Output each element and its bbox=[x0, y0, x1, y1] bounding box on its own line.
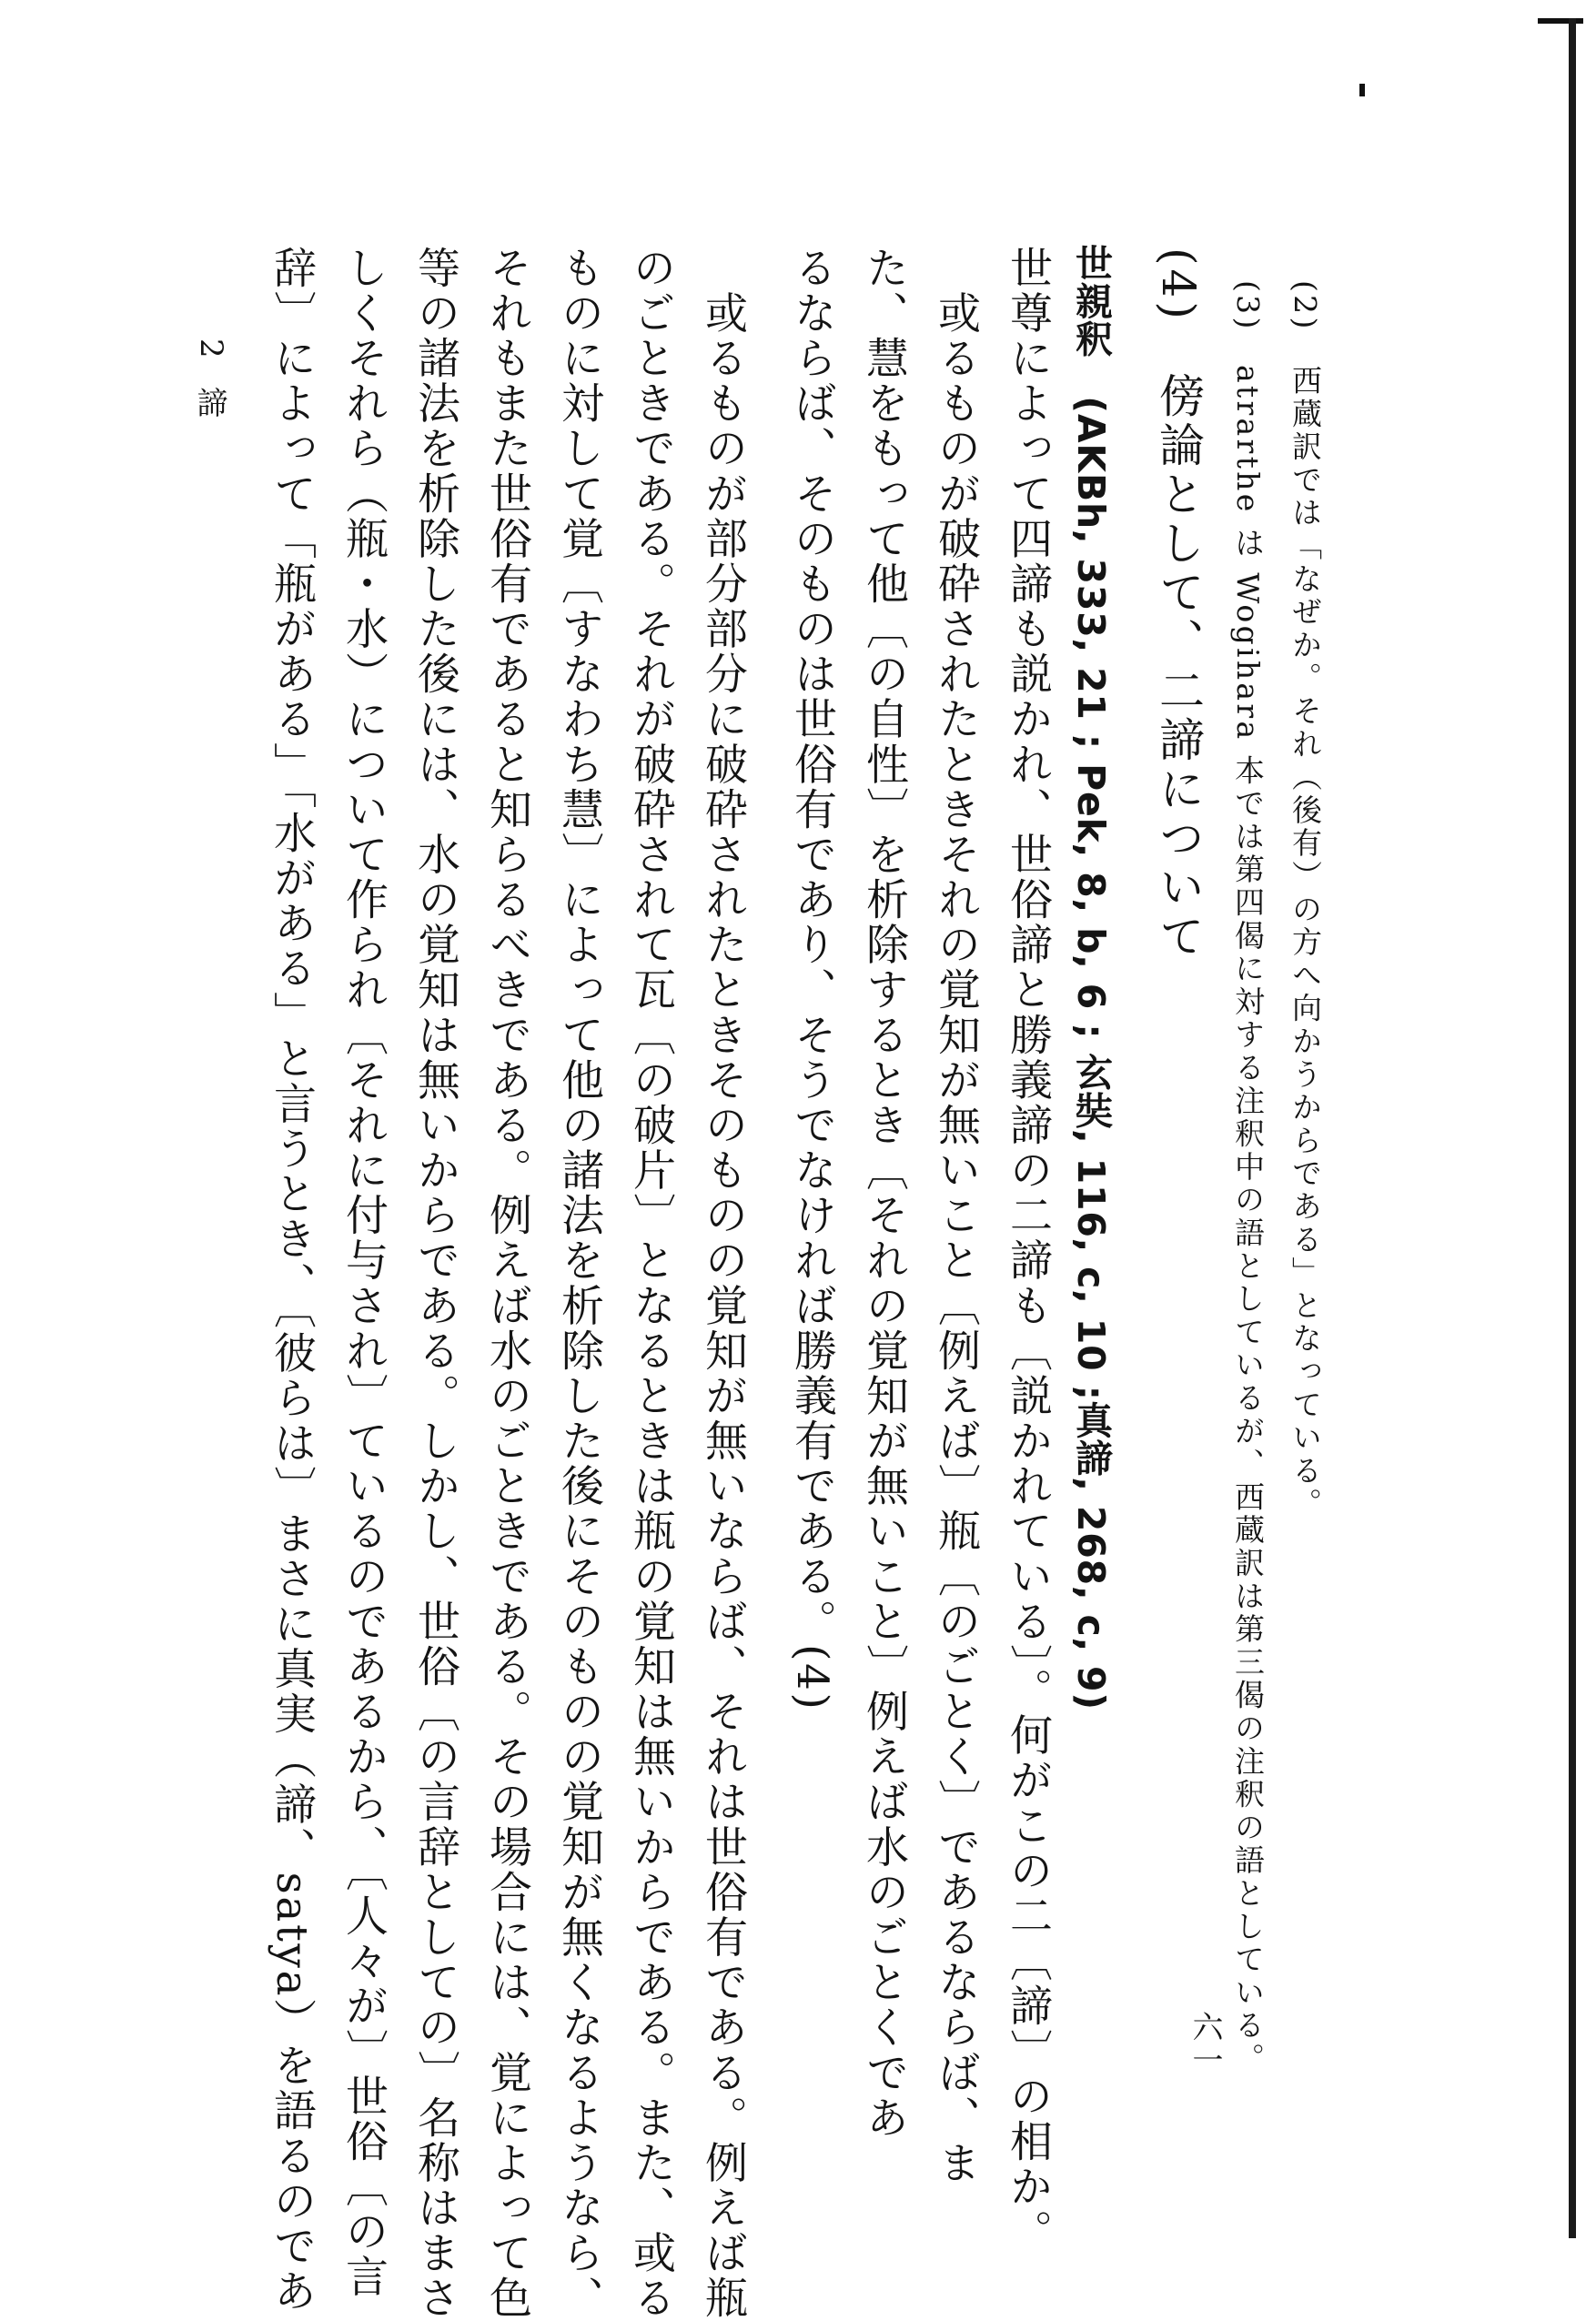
page-number: 六一 bbox=[1187, 2011, 1223, 2076]
body-line: 或るものが部分部分に破砕されたときそのものの覚知が無いならば、それは世俗有である。例えば瓶 bbox=[698, 246, 748, 2321]
running-head-number: 2 bbox=[193, 338, 229, 360]
section-title: (4) 傍論として、二諦について bbox=[1152, 247, 1205, 962]
body-line: 或るものが破砕されたときそれの覚知が無いこと〔例えば〕瓶〔のごとく〕であるならば、ま bbox=[931, 246, 981, 2186]
footnote-2: (2) 西蔵訳では「なぜか。それ（後有）の方へ向かうからである」となっている。 bbox=[1288, 280, 1323, 1521]
commentary-heading: 世親釈 (AKBh, 333, 21 ; Pek, 8, b, 6 ; 玄奘, 116, c, 10 ;真諦, 268, c, 9) bbox=[1069, 244, 1113, 1710]
scan-speck bbox=[1359, 84, 1365, 96]
body-line: た、慧をもって他〔の自性〕を析除するとき〔それの覚知が無いこと〕例えば水のごとくであ bbox=[859, 246, 909, 2141]
running-head-label: 諦 bbox=[191, 387, 227, 419]
body-line: 世尊によって四諦も説かれ、世俗諦と勝義諦の二諦も〔説かれている〕。何がこの二〔諦〕の相か。 bbox=[1003, 246, 1053, 2255]
body-line: しくそれら（瓶・水）について作られ〔それに付与され〕ているのであるから、〔人々が〕世俗〔の言 bbox=[338, 246, 389, 2300]
body-line: のごときである。それが破砕されて瓦〔の破片〕となるときは瓶の覚知は無いからである。また、或る bbox=[626, 246, 676, 2321]
footnote-3: (3) atrarthe は Wogihara 本では第四偈に対する注釈中の語としているが、西蔵訳は第三偈の注釈の語としている。 bbox=[1230, 280, 1266, 2076]
body-line: 辞〕によって「瓶がある」「水がある」と言うとき、〔彼らは〕まさに真実（諦、satya）を語るのであ bbox=[267, 246, 317, 2315]
body-line: それもまた世俗有であると知らるべきである。例えば水のごときである。その場合には、覚によって色 bbox=[482, 246, 532, 2321]
scan-edge-mark bbox=[1538, 18, 1583, 24]
scan-edge-mark bbox=[1569, 18, 1576, 2238]
body-line: るならば、そのものは世俗有であり、そうでなければ勝義有である。(4) bbox=[787, 246, 837, 1712]
body-line: 等の諸法を析除した後には、水の覚知は無いからである。しかし、世俗〔の言辞としての〕名称はまさ bbox=[410, 246, 460, 2321]
body-line: ものに対して覚〔すなわち慧〕によって他の諸法を析除した後にそのものの覚知が無くなるようなら、 bbox=[554, 246, 604, 2321]
